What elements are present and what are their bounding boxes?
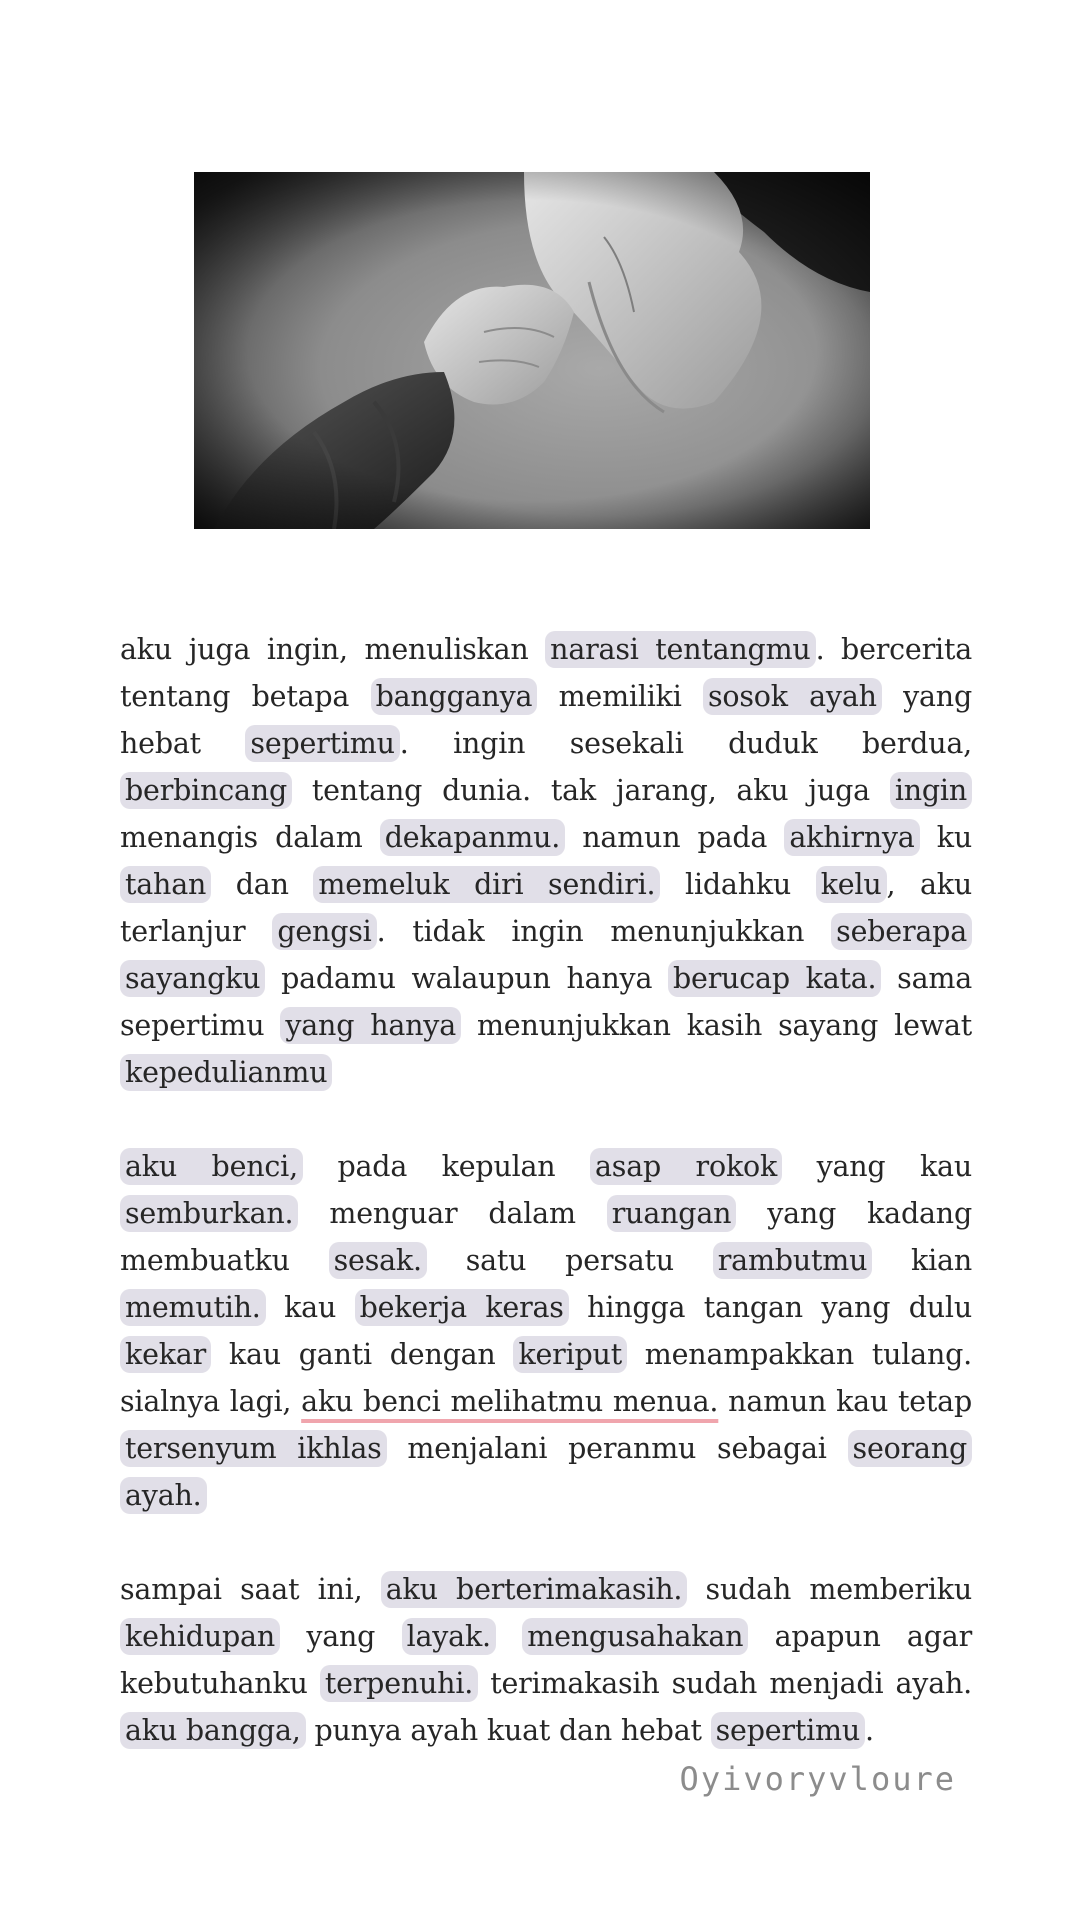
highlighted-phrase: tersenyum ikhlas	[120, 1430, 387, 1467]
highlighted-phrase: kehidupan	[120, 1618, 280, 1655]
highlighted-phrase: berbincang	[120, 772, 292, 809]
paragraph	[120, 1143, 972, 1519]
text-segment: namun pada	[565, 821, 785, 854]
text-segment: sampai saat ini,	[120, 1573, 381, 1606]
highlighted-phrase: kekar	[120, 1336, 211, 1373]
highlighted-phrase: aku bangga,	[120, 1712, 306, 1749]
highlighted-phrase: bekerja keras	[355, 1289, 569, 1326]
author-signature: Oyivoryvloure	[679, 1760, 956, 1798]
text-segment: lidahku	[660, 868, 816, 901]
highlighted-phrase: keriput	[513, 1336, 627, 1373]
highlighted-phrase: aku benci,	[120, 1148, 303, 1185]
text-segment: kau	[265, 1291, 355, 1324]
text-segment: sama sepertimu	[120, 962, 972, 1042]
text-segment: kian	[872, 1244, 972, 1277]
text-segment: apapun agar kebutuhanku	[120, 1620, 972, 1700]
highlighted-phrase: rambutmu	[713, 1242, 872, 1279]
highlighted-phrase: sepertimu	[711, 1712, 865, 1749]
text-segment: yang hebat	[120, 680, 972, 760]
text-segment: yang kau	[782, 1150, 972, 1183]
text-segment: yang kadang membuatku	[120, 1197, 972, 1277]
text-segment: padamu walaupun hanya	[265, 962, 668, 995]
highlighted-phrase: sosok ayah	[703, 678, 882, 715]
text-segment: tentang dunia. tak jarang, aku juga	[292, 774, 890, 807]
highlighted-phrase: mengusahakan	[522, 1618, 748, 1655]
holding-hands-photo	[194, 172, 870, 529]
text-segment: terimakasih sudah menjadi ayah.	[478, 1667, 972, 1700]
text-segment: sudah memberiku	[687, 1573, 972, 1606]
text-segment: hingga tangan yang dulu	[568, 1291, 972, 1324]
highlighted-phrase: asap rokok	[590, 1148, 782, 1185]
text-segment: menampakkan tulang. sialnya lagi,	[120, 1338, 973, 1418]
holding-hands-photo-icon	[194, 172, 870, 529]
poem-text	[120, 626, 972, 1754]
highlighted-phrase: dekapanmu.	[380, 819, 565, 856]
highlighted-phrase: kelu	[816, 866, 887, 903]
text-segment: dan	[211, 868, 314, 901]
highlighted-phrase: seorang ayah.	[120, 1430, 972, 1514]
highlighted-phrase: seberapa sayangku	[120, 913, 972, 997]
highlighted-phrase: narasi tentangmu	[545, 631, 815, 668]
highlighted-phrase: aku berterimakasih.	[381, 1571, 688, 1608]
highlighted-phrase: kepedulianmu	[120, 1054, 332, 1091]
text-segment	[496, 1620, 522, 1653]
text-segment: .	[865, 1714, 874, 1747]
text-segment: pada kepulan	[302, 1150, 590, 1183]
underlined-phrase: aku benci melihatmu menua.	[301, 1385, 719, 1418]
paragraph	[120, 626, 972, 1096]
highlighted-phrase: memutih.	[120, 1289, 266, 1326]
text-segment: . tidak ingin menunjukkan	[376, 915, 832, 948]
text-segment: menjalani peranmu sebagai	[386, 1432, 848, 1465]
highlighted-phrase: gengsi	[272, 913, 376, 950]
text-segment: memiliki	[537, 680, 703, 713]
text-segment: menguar dalam	[298, 1197, 607, 1230]
highlighted-phrase: terpenuhi.	[320, 1665, 478, 1702]
text-segment: kau ganti dengan	[211, 1338, 514, 1371]
text-segment: menangis dalam	[120, 821, 380, 854]
text-segment: . ingin sesekali duduk berdua,	[399, 727, 972, 760]
text-segment: , aku terlanjur	[120, 868, 972, 948]
highlighted-phrase: tahan	[120, 866, 211, 903]
highlighted-phrase: akhirnya	[784, 819, 919, 856]
text-segment: namun kau tetap	[718, 1385, 973, 1418]
highlighted-phrase: sepertimu	[245, 725, 399, 762]
text-segment: punya ayah kuat dan hebat	[305, 1714, 711, 1747]
text-segment: yang	[280, 1620, 402, 1653]
highlighted-phrase: ruangan	[607, 1195, 737, 1232]
text-segment: ku	[919, 821, 972, 854]
highlighted-phrase: ingin	[890, 772, 972, 809]
paragraph	[120, 1566, 972, 1754]
highlighted-phrase: bangganya	[371, 678, 538, 715]
highlighted-phrase: layak.	[402, 1618, 496, 1655]
text-segment: aku juga ingin, menuliskan	[120, 633, 546, 666]
highlighted-phrase: yang hanya	[280, 1007, 461, 1044]
highlighted-phrase: memeluk diri sendiri.	[313, 866, 660, 903]
highlighted-phrase: sesak.	[329, 1242, 427, 1279]
text-segment: satu persatu	[426, 1244, 713, 1277]
highlighted-phrase: berucap kata.	[668, 960, 881, 997]
text-segment: . bercerita tentang betapa	[120, 633, 972, 713]
highlighted-phrase: semburkan.	[120, 1195, 298, 1232]
text-segment: menunjukkan kasih sayang lewat	[461, 1009, 972, 1042]
